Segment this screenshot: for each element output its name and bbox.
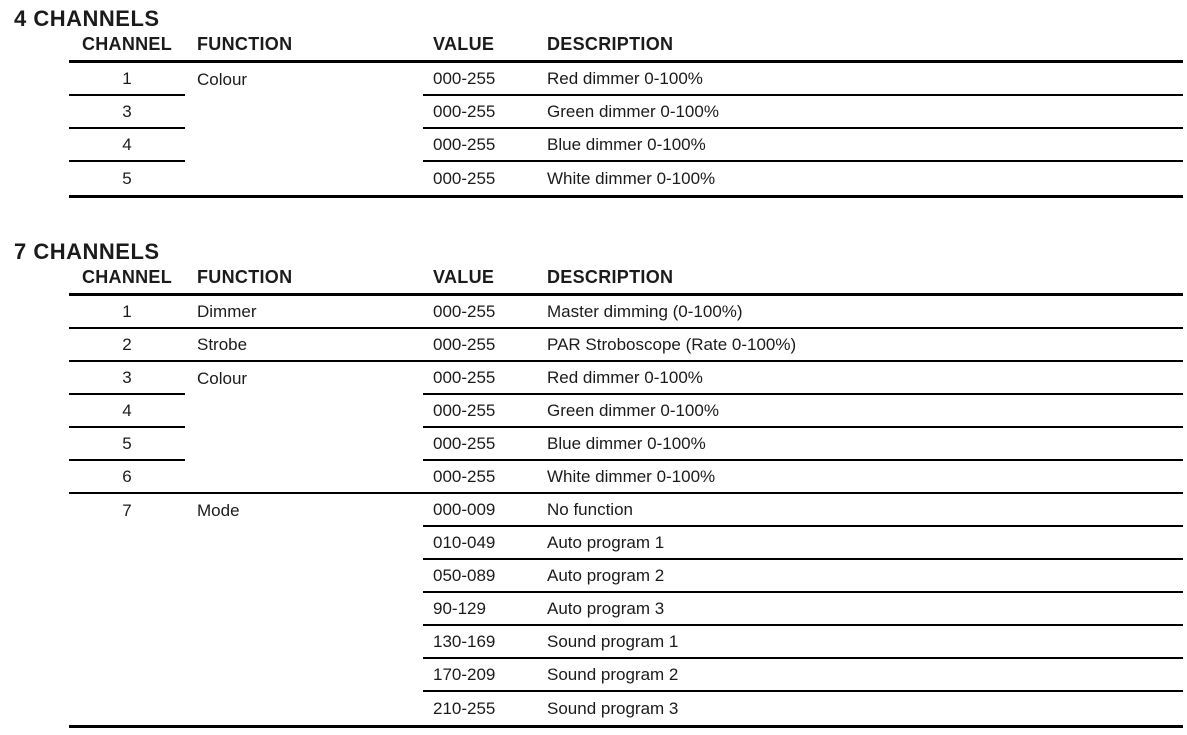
table-row	[69, 329, 1183, 362]
table-row	[69, 692, 1183, 725]
description-cell: White dimmer 0-100%	[540, 461, 1183, 494]
table-row	[69, 296, 1183, 329]
header-value: VALUE	[433, 34, 495, 54]
channel-cell: 3	[69, 96, 185, 129]
description-cell: Auto program 2	[540, 560, 1183, 593]
channel-cell	[69, 626, 185, 659]
table-header-row	[69, 30, 1183, 63]
table-title-4-channels: 4 CHANNELS	[14, 6, 160, 31]
function-cell	[185, 395, 423, 428]
function-cell	[185, 659, 423, 692]
section-4-channels	[0, 8, 1183, 198]
header-channel: CHANNEL	[81, 267, 173, 287]
description-cell: No function	[540, 494, 1183, 527]
dmx-table-4-channels	[69, 30, 1183, 198]
description-cell: Auto program 3	[540, 593, 1183, 626]
header-function: FUNCTION	[197, 34, 293, 54]
table-row	[69, 428, 1183, 461]
channel-cell: 4	[69, 129, 185, 162]
channel-cell: 1	[69, 296, 185, 329]
channel-cell: 6	[69, 461, 185, 494]
value-cell: 90-129	[423, 593, 540, 626]
header-description: DESCRIPTION	[547, 267, 674, 287]
channel-cell: 3	[69, 362, 185, 395]
description-cell: Blue dimmer 0-100%	[540, 428, 1183, 461]
table-row	[69, 461, 1183, 494]
table-row	[69, 395, 1183, 428]
function-cell: Colour	[197, 368, 248, 388]
function-cell	[185, 593, 423, 626]
description-cell: Sound program 2	[540, 659, 1183, 692]
value-cell: 130-169	[423, 626, 540, 659]
function-cell	[185, 162, 423, 195]
header-value: VALUE	[433, 267, 495, 287]
function-cell: Mode	[197, 500, 240, 520]
channel-cell	[69, 692, 185, 725]
function-cell	[185, 428, 423, 461]
header-channel: CHANNEL	[81, 34, 173, 54]
value-cell: 000-255	[423, 296, 540, 329]
channel-cell: 2	[69, 329, 185, 362]
table-row	[69, 593, 1183, 626]
function-cell	[185, 527, 423, 560]
channel-cell	[69, 659, 185, 692]
description-cell: Auto program 1	[540, 527, 1183, 560]
table-header-row	[69, 263, 1183, 296]
value-cell: 170-209	[423, 659, 540, 692]
value-cell: 000-255	[423, 329, 540, 362]
description-cell: Red dimmer 0-100%	[540, 362, 1183, 395]
value-cell: 000-255	[423, 129, 540, 162]
table-row	[69, 494, 1183, 527]
description-cell: Red dimmer 0-100%	[540, 63, 1183, 96]
header-function: FUNCTION	[197, 267, 293, 287]
description-cell: Green dimmer 0-100%	[540, 395, 1183, 428]
value-cell: 000-255	[423, 63, 540, 96]
channel-cell	[69, 560, 185, 593]
value-cell: 050-089	[423, 560, 540, 593]
value-cell: 000-255	[423, 428, 540, 461]
function-cell	[185, 560, 423, 593]
table-row	[69, 362, 1183, 395]
table-row	[69, 162, 1183, 195]
function-cell	[185, 96, 423, 129]
table-body	[69, 296, 1183, 725]
dmx-table-7-channels	[69, 263, 1183, 728]
description-cell: PAR Stroboscope (Rate 0-100%)	[540, 329, 1183, 362]
function-cell	[185, 692, 423, 725]
description-cell: Green dimmer 0-100%	[540, 96, 1183, 129]
table-row	[69, 659, 1183, 692]
value-cell: 000-255	[423, 461, 540, 494]
channel-cell: 5	[122, 168, 132, 188]
function-cell: Dimmer	[185, 296, 423, 329]
table-row	[69, 560, 1183, 593]
description-cell: White dimmer 0-100%	[547, 168, 716, 188]
channel-cell: 5	[69, 428, 185, 461]
function-cell	[185, 129, 423, 162]
description-cell: Sound program 3	[547, 698, 679, 718]
table-row	[69, 129, 1183, 162]
table-row	[69, 63, 1183, 96]
value-cell: 000-255	[423, 395, 540, 428]
table-title-7-channels: 7 CHANNELS	[14, 239, 160, 264]
value-cell: 000-255	[423, 362, 540, 395]
channel-cell: 7	[122, 500, 132, 520]
table-row	[69, 527, 1183, 560]
value-cell: 010-049	[423, 527, 540, 560]
description-cell: Blue dimmer 0-100%	[540, 129, 1183, 162]
value-cell: 000-255	[423, 96, 540, 129]
description-cell: Master dimming (0-100%)	[540, 296, 1183, 329]
value-cell: 210-255	[433, 698, 496, 718]
function-cell	[185, 626, 423, 659]
header-description: DESCRIPTION	[547, 34, 674, 54]
section-7-channels	[0, 241, 1183, 728]
function-cell: Colour	[197, 69, 248, 89]
channel-cell: 1	[69, 63, 185, 96]
value-cell: 000-009	[423, 494, 540, 527]
channel-cell	[69, 527, 185, 560]
description-cell: Sound program 1	[540, 626, 1183, 659]
table-row	[69, 96, 1183, 129]
table-body	[69, 63, 1183, 195]
function-cell	[185, 461, 423, 494]
channel-cell: 4	[69, 395, 185, 428]
table-row	[69, 626, 1183, 659]
channel-cell	[69, 593, 185, 626]
function-cell: Strobe	[185, 329, 423, 362]
value-cell: 000-255	[433, 168, 496, 188]
